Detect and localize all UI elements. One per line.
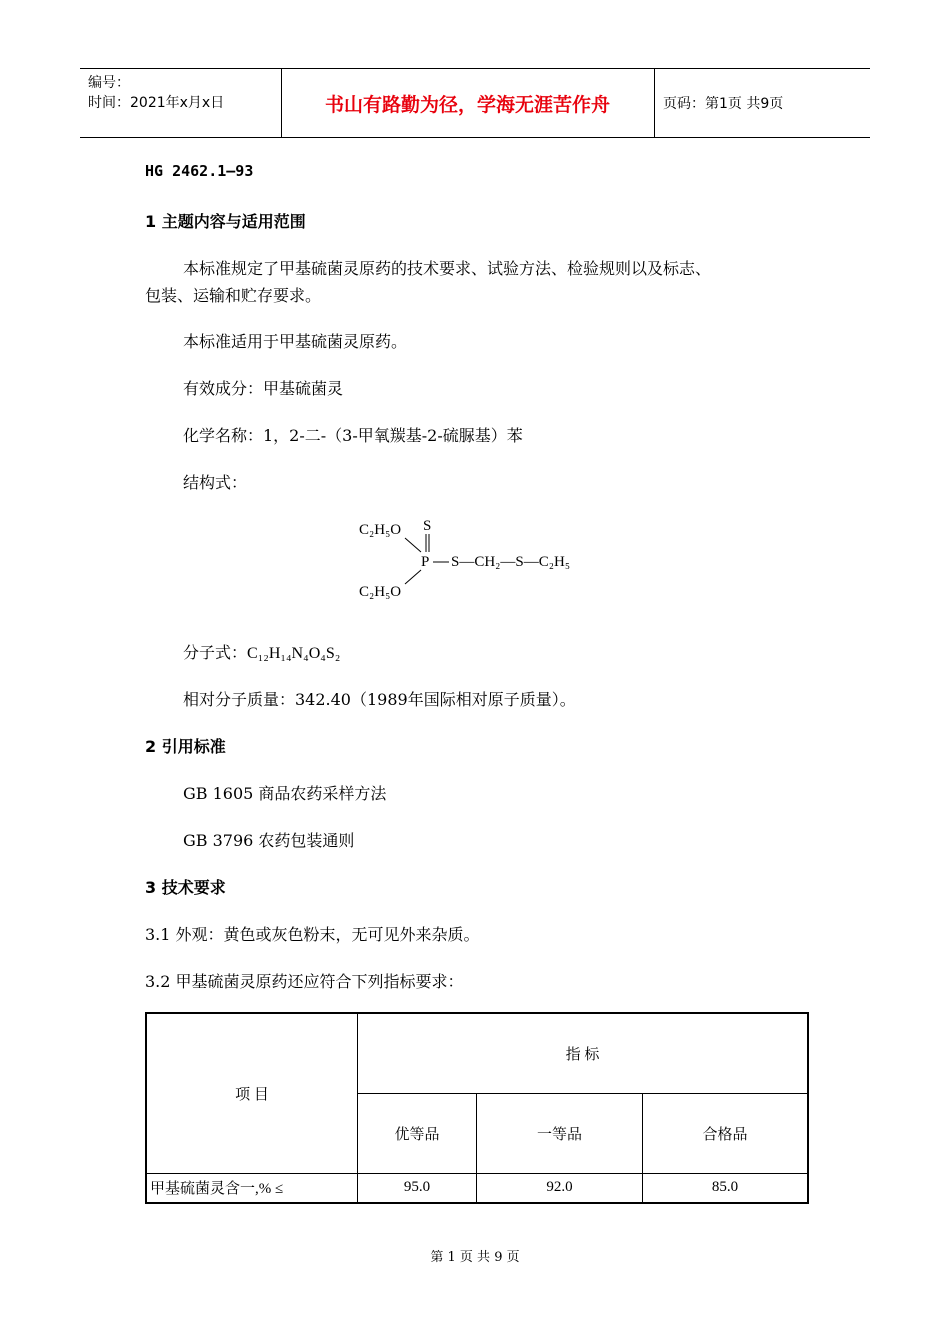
section-3-title: 3 技术要求: [145, 878, 226, 897]
chem-bond: [405, 538, 421, 552]
header-left: [88, 73, 224, 113]
table-value-premium: 95.0: [358, 1173, 477, 1203]
clause-3-1: 3.1 外观：黄色或灰色粉末，无可见外来杂质。: [145, 925, 480, 944]
paragraph-active-ingredient: 有效成分：甲基硫菌灵: [183, 379, 344, 398]
formula-label: 分子式：: [183, 643, 248, 662]
chem-c2h5o-bottom: C₂H₅O: [359, 584, 402, 600]
section-2-title: 2 引用标准: [145, 737, 226, 756]
table-grade-first: 一等品: [477, 1093, 643, 1173]
time-label: 时间：2021年x月x日: [88, 95, 225, 111]
standard-code: HG 2462.1—93: [145, 162, 254, 180]
header-page-label: 页码：第1页 共9页: [663, 96, 784, 112]
paragraph-applicability: 本标准适用于甲基硫菌灵原药。: [183, 332, 408, 351]
table-index-header: 指 标: [358, 1013, 809, 1093]
chem-s-top: S: [423, 518, 432, 534]
header-divider: [654, 69, 655, 137]
table-grade-qualified: 合格品: [643, 1093, 809, 1173]
table-grade-premium: 优等品: [358, 1093, 477, 1173]
table-value-first: 92.0: [477, 1173, 643, 1203]
chem-p: P: [421, 554, 430, 570]
page-footer: 第 1 页 共 9 页: [430, 1250, 520, 1265]
clause-3-2: 3.2 甲基硫菌灵原药还应符合下列指标要求：: [145, 972, 464, 991]
table-item-header: 项 目: [146, 1013, 358, 1173]
chem-chain: S—CH₂—S—C₂H₅: [451, 554, 571, 570]
number-label: 编号：: [88, 75, 130, 91]
paragraph-molecular-mass: 相对分子质量：342.40（1989年国际相对原子质量）。: [183, 690, 576, 709]
page-header: [80, 68, 870, 138]
structural-formula: [355, 512, 615, 604]
paragraph-scope-line2: 包装、运输和贮存要求。: [145, 286, 322, 305]
paragraph-scope-line1: 本标准规定了甲基硫菌灵原药的技术要求、试验方法、检验规则以及标志、: [183, 259, 712, 278]
table-row-label: 甲基硫菌灵含一,% ≤: [146, 1173, 358, 1203]
chem-bond: [405, 570, 421, 584]
paragraph-structure-label: 结构式：: [183, 473, 248, 492]
spec-table: [145, 1012, 809, 1204]
paragraph-chemical-name: 化学名称：1，2-二-（3-甲氧羰基-2-硫脲基）苯: [183, 426, 523, 445]
section-1-title: 1 主题内容与适用范围: [145, 212, 306, 231]
header-motto: 书山有路勤为径，学海无涯苦作舟: [324, 93, 610, 116]
formula-value: C₁₂H₁₄N₄O₄S₂: [247, 645, 341, 662]
table-value-qualified: 85.0: [643, 1173, 809, 1203]
reference-gb3796: GB 3796 农药包装通则: [183, 831, 355, 850]
chem-c2h5o-top: C₂H₅O: [359, 522, 402, 538]
paragraph-molecular-formula: [183, 640, 340, 663]
reference-gb1605: GB 1605 商品农药采样方法: [183, 784, 387, 803]
